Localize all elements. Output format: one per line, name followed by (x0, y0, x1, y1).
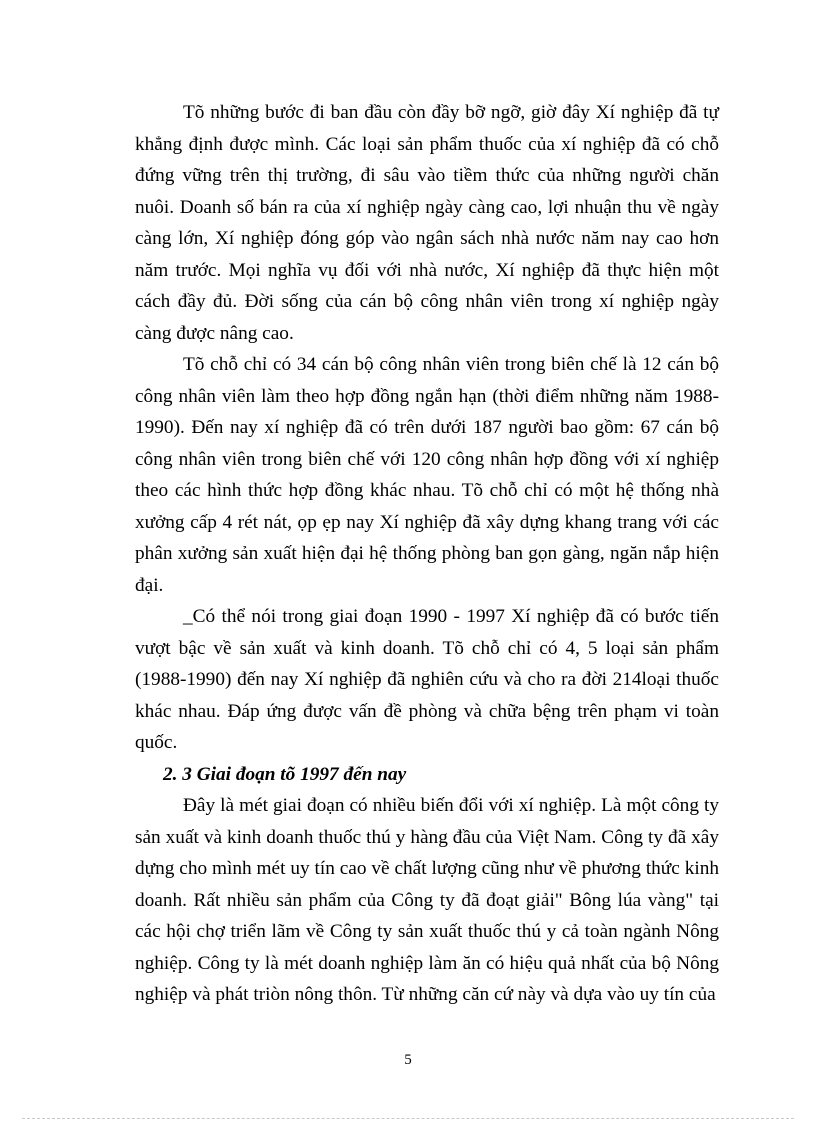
section-heading: 2. 3 Giai đoạn tõ 1997 đến nay (163, 763, 407, 785)
page-number: 5 (404, 1052, 412, 1068)
paragraph-1: Tõ những bước đi ban đầu còn đầy bỡ ngỡ, giờ đây Xí nghiệp đã tự khẳng định được mình. Các loại sản phẩm thuốc của xí nghiệp đã có chỗ đứng vững trên thị trường, đi sâu vào tiềm thức của những người chăn nuôi. Doanh số bán ra của xí nghiệp ngày càng cao, lợi nhuận thu về ngày càng lớn, Xí nghiệp đóng góp vào ngân sách nhà nước năm nay cao hơn năm trước. Mọi nghĩa vụ đối với nhà nước, Xí nghiệp đã thực hiện một cách đầy đủ. Đời sống của cán bộ công nhân viên trong xí nghiệp ngày càng được nâng cao. (135, 102, 719, 344)
page-bottom-edge (22, 1118, 794, 1119)
paragraph-2: Tõ chỗ chỉ có 34 cán bộ công nhân viên trong biên chế là 12 cán bộ công nhân viên làm theo hợp đồng ngắn hạn (thời điểm những năm 1988-1990). Đến nay xí nghiệp đã có trên dưới 187 người bao gồm: 67 cán bộ công nhân viên trong biên chế với 120 công nhân hợp đồng với xí nghiệp theo các hình thức hợp đồng khác nhau. Tõ chỗ chỉ có một hệ thống nhà xưởng cấp 4 rét nát, ọp ẹp nay Xí nghiệp đã xây dựng khang trang với các phân xưởng sản xuất hiện đại hệ thống phòng ban gọn gàng, ngăn nắp hiện đại. (135, 354, 719, 596)
text-body (135, 97, 719, 1011)
paragraph-4: Đây là mét giai đoạn có nhiều biến đổi với xí nghiệp. Là một công ty sản xuất và kinh doanh thuốc thú y hàng đầu của Việt Nam. Công ty đã xây dựng cho mình mét uy tín cao về chất lượng cũng như về phương thức kinh doanh. Rất nhiều sản phẩm của Công ty đã đoạt giải" Bông lúa vàng" tại các hội chợ triển lãm về Công ty sản xuất thuốc thú y cả toàn ngành Nông nghiệp. Công ty là mét doanh nghiệp làm ăn có hiệu quả nhất của bộ Nông nghiệp và phát triòn nông thôn. Từ những căn cứ này và dựa vào uy tín của (135, 795, 719, 1005)
paragraph-3: _Có thể nói trong giai đoạn 1990 - 1997 Xí nghiệp đã có bước tiến vượt bậc về sản xuất và kinh doanh. Tõ chỗ chỉ có 4, 5 loại sản phẩm (1988-1990) đến nay Xí nghiệp đã nghiên cứu và cho ra đời 214loại thuốc khác nhau. Đáp ứng được vấn đề phòng và chữa bệng trên phạm vi toàn quốc. (135, 606, 719, 753)
